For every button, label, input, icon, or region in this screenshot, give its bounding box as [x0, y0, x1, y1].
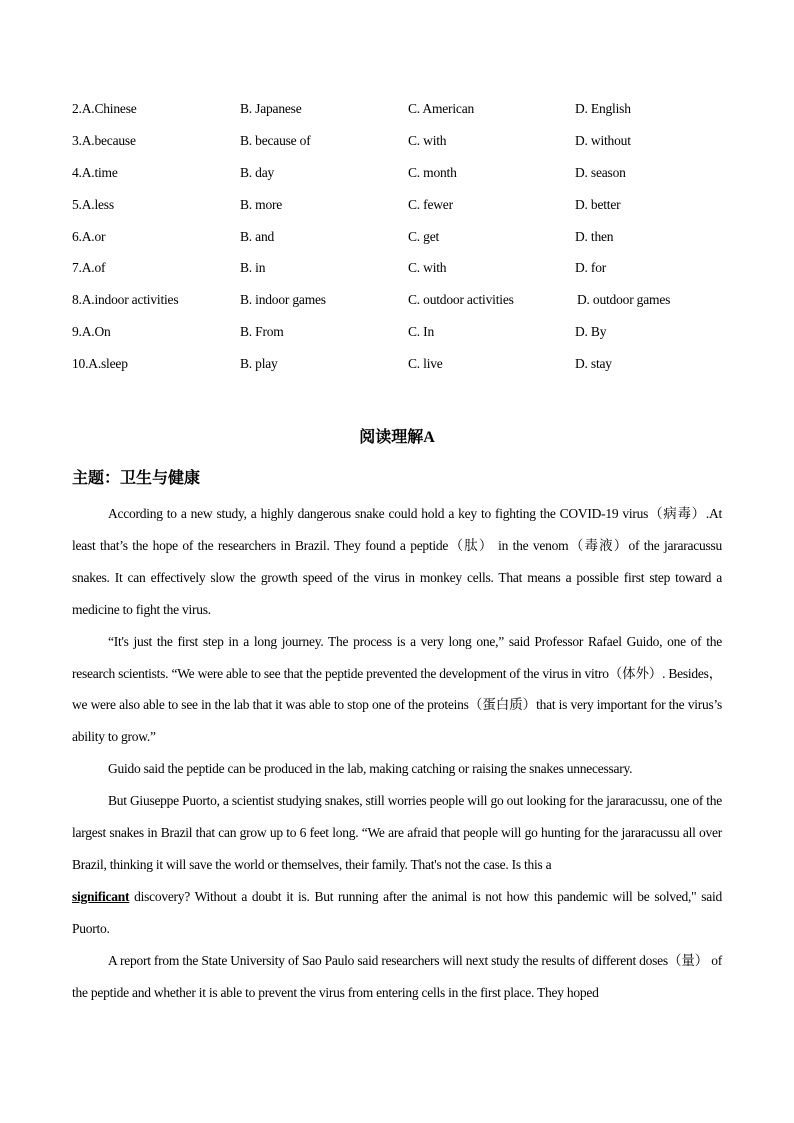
option-c: C. get: [408, 228, 440, 244]
question-row: [72, 158, 732, 190]
option-c: C. American: [408, 101, 475, 116]
option-b: B. in: [240, 260, 266, 276]
question-row: [72, 253, 732, 285]
question-row: [72, 126, 732, 158]
question-row: [72, 222, 732, 254]
option-d: D. By: [575, 324, 607, 340]
option-a: 4.A.time: [72, 164, 118, 180]
option-c: C. outdoor activities: [408, 292, 514, 308]
option-d: D. English: [575, 101, 631, 116]
option-c: C. with: [408, 132, 447, 148]
option-d: D. then: [575, 228, 614, 244]
option-d: D. season: [575, 164, 626, 180]
option-a: 10.A.sleep: [72, 356, 128, 372]
option-d: D. for: [575, 260, 607, 276]
question-row: [72, 190, 732, 222]
option-a: 9.A.On: [72, 324, 111, 340]
option-c: C. In: [408, 324, 435, 340]
option-d: D. outdoor games: [577, 292, 671, 308]
paragraph-3: Guido said the peptide can be produced in the lab, making catching or raising the snakes unnecessary.: [108, 761, 633, 777]
option-c: C. live: [408, 356, 443, 372]
option-d: D. without: [575, 132, 631, 148]
option-b: B. Japanese: [240, 101, 302, 116]
paragraph-5: A report from the State University of Sao Paulo said researchers will next study the results of different doses（量） of the peptide and whether it is able to prevent the virus from entering cells in the first place. They hoped: [72, 952, 722, 1000]
option-a: 2.A.Chinese: [72, 101, 137, 116]
reading-passage: [72, 498, 722, 1009]
topic-heading: 主题：卫生与健康: [72, 470, 201, 487]
option-c: C. month: [408, 164, 457, 180]
option-b: B. play: [240, 356, 278, 372]
question-row: [72, 94, 732, 126]
option-b: B. indoor games: [240, 292, 326, 308]
option-d: D. better: [575, 196, 621, 212]
paragraph-1: According to a new study, a highly dangerous snake could hold a key to fighting the COVID-19 virus（病毒）.At least that’s the hope of the researchers in Brazil. They found a peptide（肽） in the venom（毒液）of the jararacussu snakes. It can effectively slow the growth speed of the virus in monkey cells. That means a possible first step toward a medicine to fight the virus.: [72, 506, 722, 617]
section-title: 阅读理解A: [359, 429, 435, 446]
option-d: D. stay: [575, 356, 612, 372]
option-b: B. From: [240, 324, 284, 340]
paragraph-4: [72, 785, 722, 945]
paragraph-2: “It's just the first step in a long journey. The process is a very long one,” said Professor Rafael Guido, one of the research scientists. “We were able to see that the peptide prevented the development of the virus in vitro（体外）. Besides， we were also able to see in the lab that it was able to stop one of the proteins（蛋白质）that is very important for the virus’s ability to grow.”: [72, 633, 722, 745]
option-a: 6.A.or: [72, 228, 106, 244]
option-b: B. because of: [240, 132, 311, 148]
option-b: B. and: [240, 228, 275, 244]
paragraph-4-text: But Giuseppe Puorto, a scientist studying snakes, still worries people will go out looking for the jararacussu, one of the largest snakes in Brazil that can grow up to 6 feet long. “We are afraid that people will go hunting for the jararacussu all over Brazil, thinking it will save the world or themselves, their family. That's not the case. Is this a: [72, 793, 722, 872]
paragraph-4-tail: discovery? Without a doubt it is. But running after the animal is not how this pandemic will be solved," said Puorto.: [72, 888, 722, 936]
option-a: 3.A.because: [72, 132, 136, 148]
option-c: C. with: [408, 260, 447, 276]
question-row: [72, 285, 732, 317]
option-a: 8.A.indoor activities: [72, 292, 179, 308]
keyword-significant: significant: [72, 888, 130, 904]
option-a: 7.A.of: [72, 260, 106, 276]
option-b: B. more: [240, 196, 283, 212]
option-b: B. day: [240, 164, 275, 180]
option-c: C. fewer: [408, 196, 453, 212]
question-row: [72, 317, 732, 349]
options-table: [72, 94, 732, 381]
option-a: 5.A.less: [72, 196, 114, 212]
question-row: [72, 349, 732, 381]
